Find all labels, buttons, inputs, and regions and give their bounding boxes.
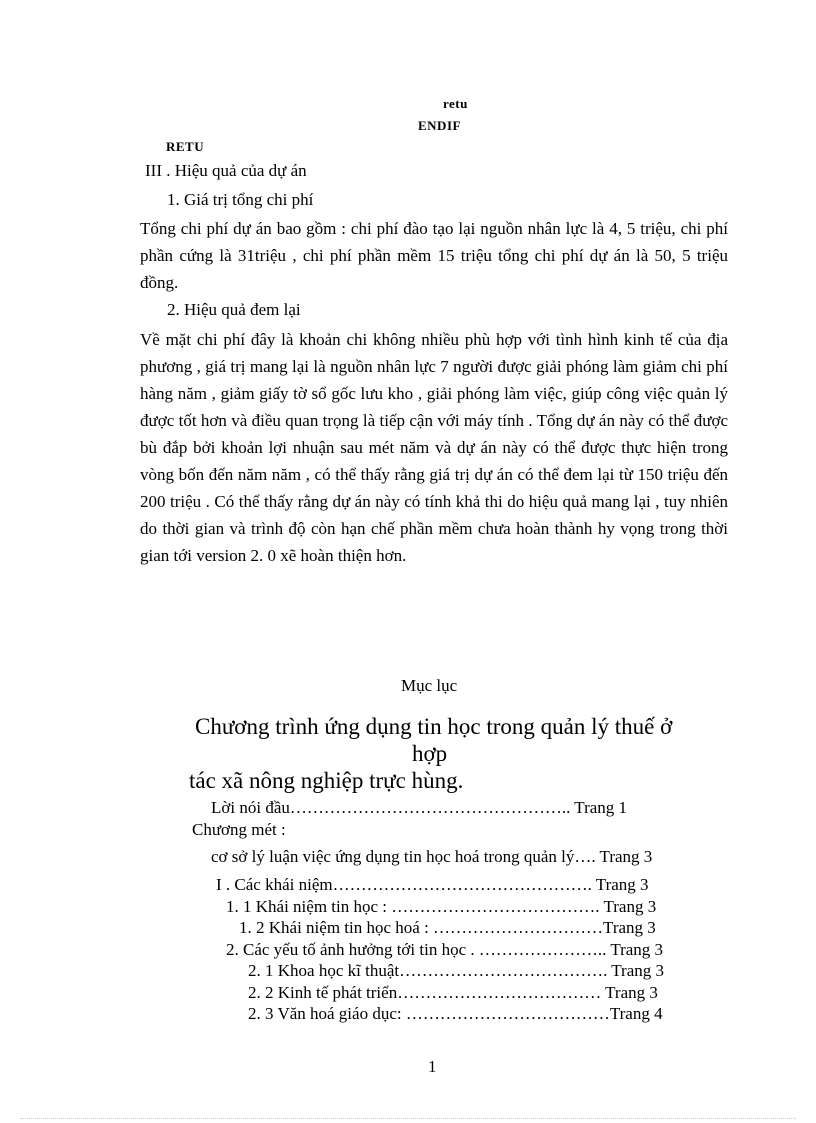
code-retu-upper: RETU xyxy=(166,139,205,154)
benefit-paragraph: Về mặt chi phí đây là khoản chi không nhiều phù hợp với tình hình kinh tế của địa phương , giá trị mang lại là nguồn nhân lực 7 người được giải phóng làm giảm chi phí hàng năm , giảm giấy tờ sổ gốc lưu kho , giải phóng làm việc, giúp công việc quản lý được tốt hơn và điều quan trọng là tiếp cận với máy tính . Tổng dự án này có thể được bù đắp bởi khoản lợi nhuận sau mét năm và dự án này có thể được thực hiện trong vòng bốn đến năm năm , có thể thấy rằng giá trị dự án có thể đem lại từ 150 triệu đến 200 triệu . Có thể thấy rằng dự án này có tính khả thi do hiệu quả mang lại , tuy nhiên do thời gian và trình độ còn hạn chế phần mềm chưa hoàn thành hy vọng trong thời gian tới version 2. 0 xẽ hoàn thiện hơn. xyxy=(140,330,728,565)
toc-title-line2: hợp xyxy=(412,741,448,766)
cost-paragraph: Tổng chi phí dự án bao gồm : chi phí đào tạo lại nguồn nhân lực là 4, 5 triệu, chi phí phần cứng là 31triệu , chi phí phần mềm 15 triệu tổng chi phí dự án là 50, 5 triệu đồng. xyxy=(140,219,728,292)
page-bottom-divider xyxy=(20,1118,796,1119)
subsection-cost-heading: 1. Giá trị tổng chi phí xyxy=(167,190,314,209)
code-retu-lower: retu xyxy=(443,96,468,111)
toc-entry-2: 2. Các yếu tố ảnh hưởng tới tin học . ………………….. Trang 3 xyxy=(226,940,664,959)
toc-entry-concepts: I . Các khái niệm………………………………………. Trang 3 xyxy=(216,875,649,894)
toc-title-line3: tác xã nông nghiệp trực hùng. xyxy=(189,768,464,793)
toc-entry-1-2: 1. 2 Khái niệm tin học hoá : …………………………Trang 3 xyxy=(239,918,656,937)
toc-title-line1: Chương trình ứng dụng tin học trong quản lý thuế ở xyxy=(195,714,673,739)
code-endif: ENDIF xyxy=(418,118,461,133)
section-heading: III . Hiệu quả của dự án xyxy=(145,161,307,180)
toc-entry-preface: Lời nói đầu………………………………………….. Trang 1 xyxy=(211,798,628,817)
toc-entry-chapter1-title: cơ sở lý luận việc ứng dụng tin học hoá trong quản lý…. Trang 3 xyxy=(211,847,653,866)
toc-entry-1-1: 1. 1 Khái niệm tin học : ………………………………. Trang 3 xyxy=(226,897,657,916)
toc-entry-2-3: 2. 3 Văn hoá giáo dục: ………………………………Trang 4 xyxy=(248,1004,663,1023)
subsection-benefit-heading: 2. Hiệu quả đem lại xyxy=(167,300,301,319)
toc-entry-2-1: 2. 1 Khoa học kĩ thuật………………………………. Trang 3 xyxy=(248,961,665,980)
toc-heading: Mục lục xyxy=(401,676,458,695)
toc-entry-2-2: 2. 2 Kinh tế phát triển……………………………… Trang 3 xyxy=(248,983,658,1002)
toc-entry-chapter1: Chương mét : xyxy=(192,820,286,839)
page-number: 1 xyxy=(428,1057,437,1076)
